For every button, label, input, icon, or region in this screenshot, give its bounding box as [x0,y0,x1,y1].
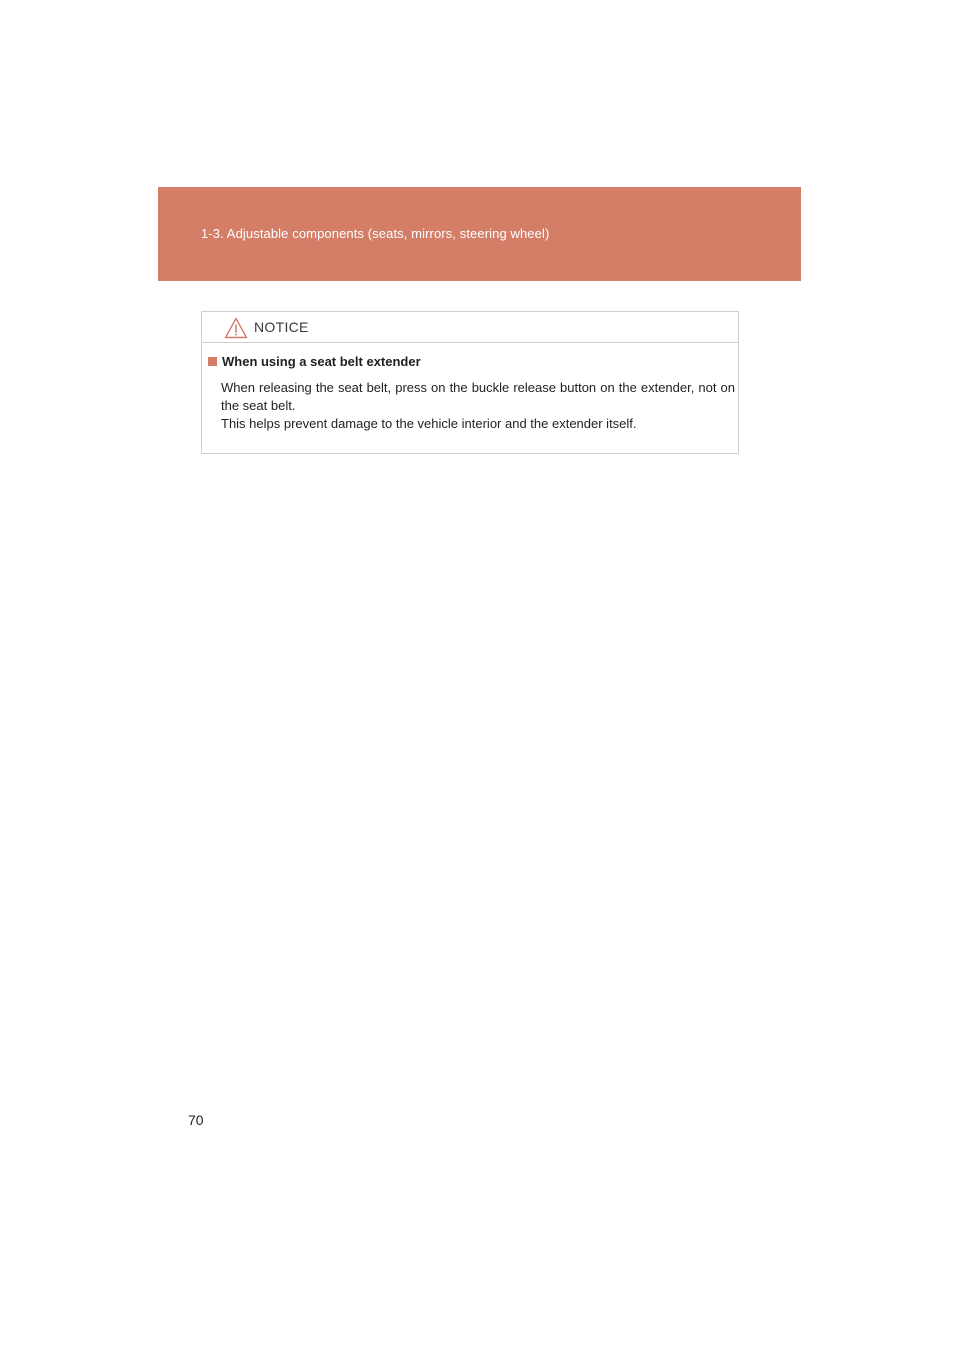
notice-body [221,379,735,433]
warning-triangle-icon [224,317,248,339]
section-header-band [158,187,801,281]
notice-body-paragraph: This helps prevent damage to the vehicle interior and the extender itself. [221,416,637,431]
notice-body-paragraph: When releasing the seat belt, press on the buckle release button on the extender, not on the seat belt. [221,380,735,413]
notice-section-title [208,354,421,369]
notice-header [202,312,738,343]
page-number: 70 [188,1112,204,1128]
square-bullet-icon [208,357,217,366]
notice-box [201,311,739,454]
notice-section-title-text: When using a seat belt extender [222,354,421,369]
notice-label: NOTICE [254,319,309,335]
section-header-title: 1-3. Adjustable components (seats, mirrors, steering wheel) [201,226,550,241]
